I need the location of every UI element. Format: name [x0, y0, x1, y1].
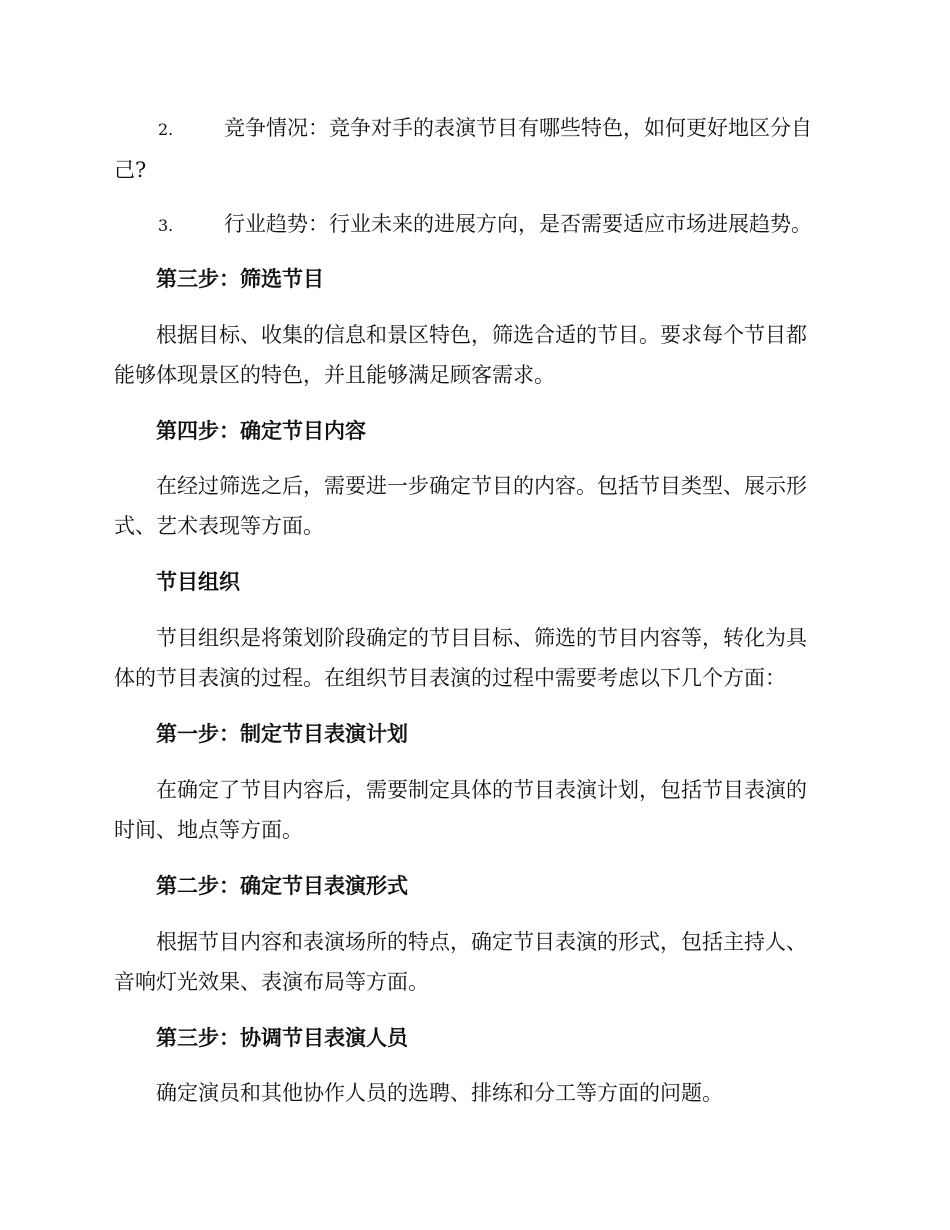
paragraph-organization: [114, 618, 836, 698]
paragraph-line: 体的节目表演的过程。在组织节目表演的过程中需要考虑以下几个方面：: [114, 666, 786, 690]
section-heading-step3-staff: 第三步：协调节目表演人员: [156, 1025, 408, 1050]
paragraph-line: 在经过筛选之后，需要进一步确定节目的内容。包括节目类型、展示形: [156, 474, 807, 498]
paragraph-line: 根据节目内容和表演场所的特点，确定节目表演的形式，包括主持人、: [156, 930, 807, 954]
list-number: 2.: [158, 120, 174, 139]
section-heading-step2-form: 第二步：确定节目表演形式: [156, 873, 408, 898]
list-item-3: [114, 204, 836, 246]
section-heading-step1-plan: 第一步：制定节目表演计划: [156, 721, 408, 746]
list-number: 3.: [158, 216, 174, 235]
paragraph-line: 确定演员和其他协作人员的选聘、排练和分工等方面的问题。: [156, 1081, 723, 1105]
section-heading-step4-content: 第四步：确定节目内容: [156, 418, 366, 443]
paragraph-line: 根据目标、收集的信息和景区特色，筛选合适的节目。要求每个节目都: [156, 323, 807, 347]
paragraph-line: 式、艺术表现等方面。: [114, 514, 324, 538]
section-heading-step3-filter: 第三步：筛选节目: [156, 266, 324, 291]
list-item-text: 竞争情况：竞争对手的表演节目有哪些特色，如何更好地区分自: [224, 116, 812, 140]
paragraph-step4-content: [114, 466, 836, 546]
list-item-2: [114, 108, 836, 190]
list-item-continuation: 己?: [114, 158, 147, 182]
list-item-text: 行业趋势：行业未来的进展方向，是否需要适应市场进展趋势。: [224, 212, 812, 236]
section-heading-organization: 节目组织: [156, 569, 240, 594]
paragraph-line: 时间、地点等方面。: [114, 818, 303, 842]
paragraph-line: 能够体现景区的特色，并且能够满足顾客需求。: [114, 363, 555, 387]
paragraph-step3-filter: [114, 315, 836, 395]
paragraph-line: 音响灯光效果、表演布局等方面。: [114, 970, 429, 994]
paragraph-line: 在确定了节目内容后，需要制定具体的节目表演计划，包括节目表演的: [156, 778, 807, 802]
paragraph-step1-plan: [114, 770, 836, 850]
paragraph-step3-staff: [114, 1073, 836, 1113]
paragraph-step2-form: [114, 922, 836, 1002]
paragraph-line: 节目组织是将策划阶段确定的节目目标、筛选的节目内容等，转化为具: [156, 626, 807, 650]
